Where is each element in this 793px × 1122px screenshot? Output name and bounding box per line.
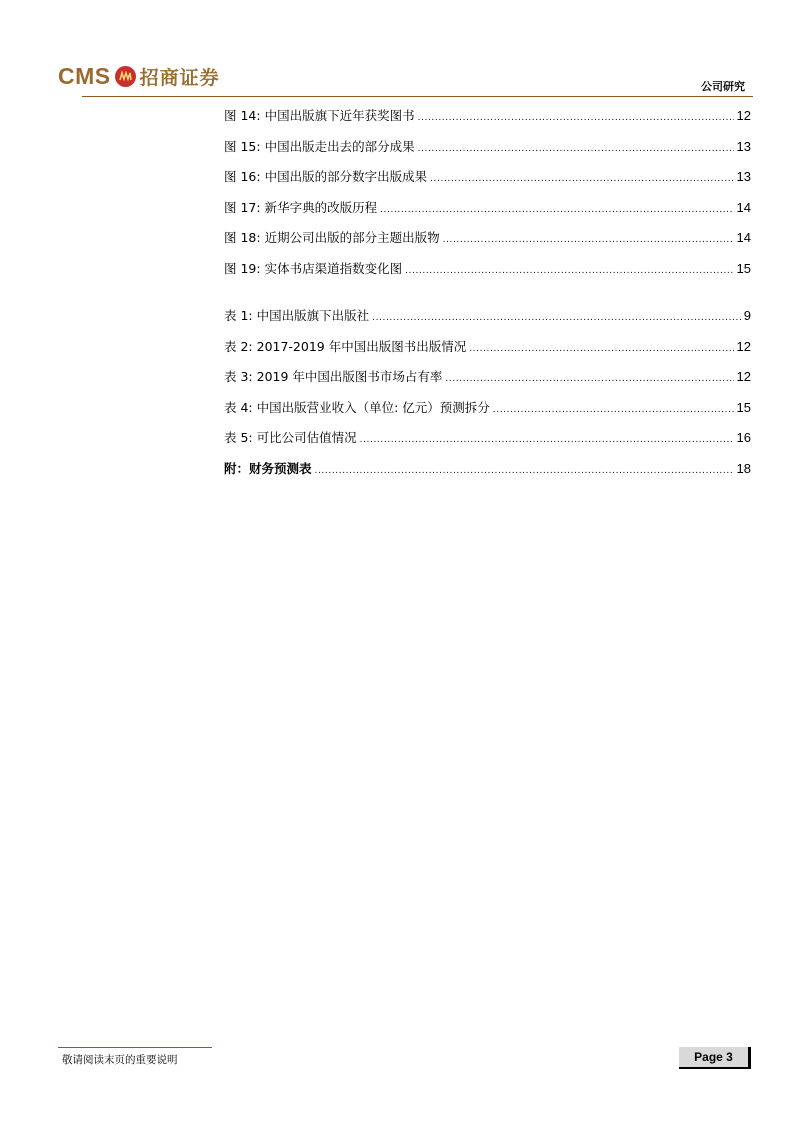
toc-entry-page: 9 xyxy=(743,308,751,323)
toc-leader-dots xyxy=(372,309,741,327)
toc-entry-label: 附：财务预测表 xyxy=(224,460,312,476)
toc-leader-dots xyxy=(445,370,733,388)
toc-entry-label: 图 16: 中国出版的部分数字出版成果 xyxy=(224,169,428,184)
toc-entry-label: 表 5: 可比公司估值情况 xyxy=(224,430,357,445)
toc-leader-dots xyxy=(469,340,733,358)
toc-leader-dots xyxy=(418,109,734,127)
toc-entry-page: 18 xyxy=(736,460,751,476)
toc-leader-dots xyxy=(493,401,734,419)
toc-entry-figure-18[interactable] xyxy=(224,229,751,260)
toc-entry-label: 表 3: 2019 年中国出版图书市场占有率 xyxy=(224,369,443,384)
toc-leader-dots xyxy=(430,170,733,188)
table-of-contents xyxy=(224,107,751,490)
page-number-badge: Page 3 xyxy=(679,1047,751,1069)
toc-entry-page: 12 xyxy=(736,108,751,123)
header-divider xyxy=(82,96,753,97)
toc-leader-dots xyxy=(405,262,733,280)
cms-badge-icon xyxy=(115,66,136,87)
toc-entry-figure-14[interactable] xyxy=(224,107,751,138)
toc-entry-label: 图 18: 近期公司出版的部分主题出版物 xyxy=(224,230,440,245)
footer-divider xyxy=(58,1047,212,1048)
cms-logo xyxy=(58,62,220,90)
toc-entry-page: 16 xyxy=(736,430,751,445)
toc-leader-dots xyxy=(360,431,734,449)
toc-entry-figure-17[interactable] xyxy=(224,199,751,230)
toc-entry-label: 表 1: 中国出版旗下出版社 xyxy=(224,308,370,323)
toc-entry-figure-16[interactable] xyxy=(224,168,751,199)
toc-entry-table-4[interactable] xyxy=(224,399,751,430)
toc-entry-table-1[interactable] xyxy=(224,307,751,338)
toc-entry-page: 13 xyxy=(736,169,751,184)
footer-disclaimer: 敬请阅读末页的重要说明 xyxy=(62,1054,178,1066)
toc-section-gap xyxy=(224,290,751,307)
toc-entry-label: 图 17: 新华字典的改版历程 xyxy=(224,199,378,215)
toc-entry-label: 表 2: 2017-2019 年中国出版图书出版情况 xyxy=(224,338,467,354)
toc-entry-table-2[interactable] xyxy=(224,338,751,369)
toc-leader-dots xyxy=(443,231,734,249)
toc-entry-page: 14 xyxy=(736,199,751,215)
toc-leader-dots xyxy=(418,140,734,158)
toc-entry-label: 图 15: 中国出版走出去的部分成果 xyxy=(224,138,415,154)
logo-chinese-name: 招商证券 xyxy=(139,66,220,89)
toc-entry-figure-15[interactable] xyxy=(224,138,751,169)
toc-entry-page: 12 xyxy=(736,338,751,354)
toc-entry-page: 13 xyxy=(736,138,751,154)
toc-entry-page: 14 xyxy=(736,230,751,245)
toc-entry-label: 图 14: 中国出版旗下近年获奖图书 xyxy=(224,108,415,123)
toc-entry-page: 15 xyxy=(736,399,751,415)
toc-entry-label: 图 19: 实体书店渠道指数变化图 xyxy=(224,260,403,276)
logo-text: CMS xyxy=(58,62,111,89)
toc-entry-appendix[interactable] xyxy=(224,460,751,491)
section-title: 公司研究 xyxy=(701,80,745,93)
toc-entry-figure-19[interactable] xyxy=(224,260,751,291)
toc-entry-table-3[interactable] xyxy=(224,368,751,399)
toc-entry-label: 表 4: 中国出版营业收入（单位: 亿元）预测拆分 xyxy=(224,399,490,415)
toc-entry-page: 15 xyxy=(736,260,751,276)
toc-leader-dots xyxy=(315,462,734,480)
toc-leader-dots xyxy=(380,201,733,219)
toc-entry-table-5[interactable] xyxy=(224,429,751,460)
toc-entry-page: 12 xyxy=(736,369,751,384)
